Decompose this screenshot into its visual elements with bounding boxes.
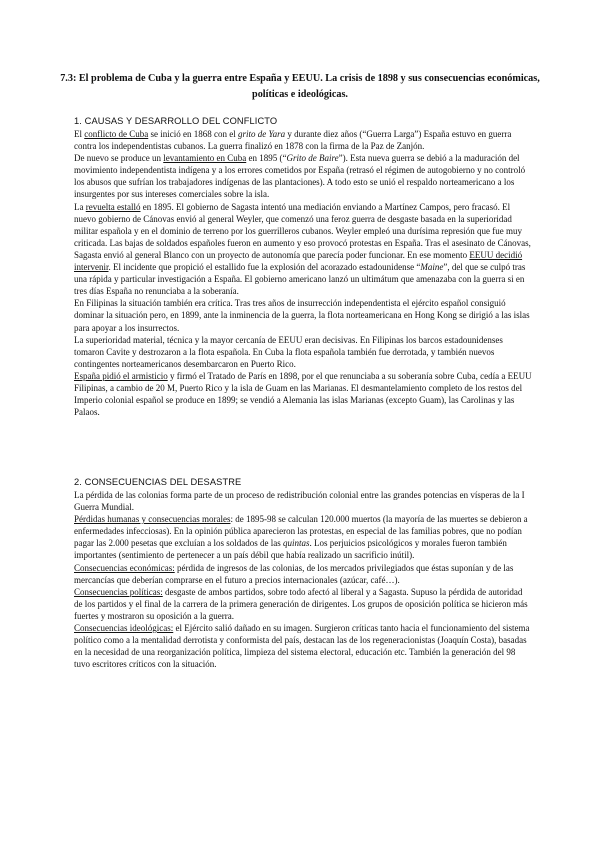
paragraph: La pérdida de las colonias forma parte de un proceso de redistribución colonial entre las grandes potencias en vísperas de la I Guerra Mundial. <box>74 490 525 513</box>
underlined-phrase: levantamiento en Cuba <box>163 153 247 164</box>
paragraph: La revuelta estalló en 1895. El gobierno de Sagasta intentó una mediación enviando a Martínez Campos, pero fracasó. El nuevo gobierno de Cánovas envió al general Weyler, que comenzó una feroz guerra de desgaste basada en la superioridad militar española y en el dominio de terreno por los guerrilleros cubanos. Weyler empleó una durísima represión que fue muy criticada. Las bajas de soldados españoles fueron en aumento y eso provocó protestas en España. Tras el asesinato de Cánovas, Sagasta envió al general Blanco con un proyecto de autonomía que parecía poder funcionar. En ese momento EEUU decidió intervenir. El incidente que propició el estallido fue la explosión del acorazado estadounidense “Maine”, del que se culpó tras una rápida y particular investigación a España. El gobierno americano lanzó un ultimátum que amenazaba con la guerra si en tres días España no renunciaba a la soberanía. <box>74 201 531 297</box>
underlined-phrase: revuelta estalló <box>85 201 141 212</box>
underlined-label: Consecuencias políticas: <box>74 586 163 597</box>
paragraph: Consecuencias económicas: pérdida de ingresos de las colonias, de los mercados privilegiados que éstas suponían y de las mercancías que deberían comprarse en el futuro a precios internacionales (azúcar, café…). <box>74 562 514 585</box>
underlined-phrase: EEUU decidió intervenir <box>74 249 523 273</box>
document-title: 7.3: El problema de Cuba y la guerra entre España y EEUU. La crisis de 1898 y sus consecuencias económicas, políticas e ideológicas. <box>60 73 540 100</box>
underlined-label: Pérdidas humanas y consecuencias morales <box>74 514 231 525</box>
section-heading-consecuencias: 2. CONSECUENCIAS DEL DESASTRE <box>74 477 242 487</box>
underlined-label: Consecuencias ideológicas: <box>74 623 174 634</box>
paragraph: España pidió el armisticio y firmó el Tratado de París en 1898, por el que renunciaba a su soberanía sobre Cuba, cedía a EEUU Filipinas, a cambio de 20 M, Puerto Rico y la isla de Guam en las Marianas. El desmantelamiento completo de los restos del Imperio colonial español se produce en 1899; se vendió a Alemania las islas Marianas (excepto Guam), las Carolinas y las Palaos. <box>74 370 532 418</box>
section-body-causas <box>74 128 532 418</box>
paragraph: La superioridad material, técnica y la mayor cercanía de EEUU eran decisivas. En Filipinas los barcos estadounidenses tomaron Cavite y destrozaron a la flota española. En Cuba la flota española también fue derrotada, y también nuevos contingentes norteamericanos desembarcaron en Puerto Rico. <box>74 334 503 369</box>
underlined-phrase: España pidió el armisticio <box>74 370 168 381</box>
paragraph: El conflicto de Cuba se inició en 1868 con el grito de Yara y durante diez años (“Guerra Larga”) España estuvo en guerra contra los independentistas cubanos. La guerra finalizó en 1878 con la firma de la Paz de Zanjón. <box>74 129 512 152</box>
section-body-consecuencias <box>74 489 532 670</box>
underlined-label: Consecuencias económicas: <box>74 562 175 573</box>
paragraph: De nuevo se produce un levantamiento en Cuba en 1895 (“Grito de Baire”). Esta nueva guerra se debió a la maduración del movimiento independentista indígena y a los errores cometidos por España (retrasó el régimen de autogobierno y no controló los abusos que sufrían los trabajadores indígenas de las plantaciones). A todo esto se unió el respaldo norteamericano a los insurgentes por sus intereses comerciales sobre la isla. <box>74 153 526 200</box>
underlined-phrase: conflicto de Cuba <box>84 129 149 139</box>
paragraph: Consecuencias ideológicas: el Ejército salió dañado en su imagen. Surgieron críticas tanto hacia el funcionamiento del sistema político como a la mentalidad derrotista y conformista del país, destacan las de los regeneracionistas (Joaquín Costa), basadas en la necesidad de una reorganización política, limpieza del sistema electoral, educación etc. También la generación del 98 tuvo escritores críticos con la situación. <box>74 623 530 670</box>
paragraph: Pérdidas humanas y consecuencias morales: de 1895-98 se calculan 120.000 muertos (la mayoría de las muertes se debieron a enfermedades infecciosas). En la opinión pública aparecieron las protestas, en especial de las familias pobres, que no podían pagar las 2.000 pesetas que excluían a los soldados de las quintas. Los perjuicios psicológicos y morales fueron también importantes (sentimiento de pertenecer a un país débil que había realizado un sacrificio inútil). <box>74 514 528 561</box>
section-heading-causas: 1. CAUSAS Y DESARROLLO DEL CONFLICTO <box>74 116 278 126</box>
paragraph: En Filipinas la situación también era crítica. Tras tres años de insurrección independentista el ejército español consiguió dominar la situación pero, en 1899, ante la inminencia de la guerra, la flota norteamericana en Hong Kong se dirigió a las islas para apoyar a los insurrectos. <box>74 298 530 333</box>
paragraph: Consecuencias políticas: desgaste de ambos partidos, sobre todo afectó al liberal y a Sagasta. Supuso la pérdida de autoridad de los partidos y el final de la carrera de la primera generación de dirigentes. Los grupos de oposición política se hicieron más fuertes y mostraron su oposición a la guerra. <box>74 586 528 621</box>
